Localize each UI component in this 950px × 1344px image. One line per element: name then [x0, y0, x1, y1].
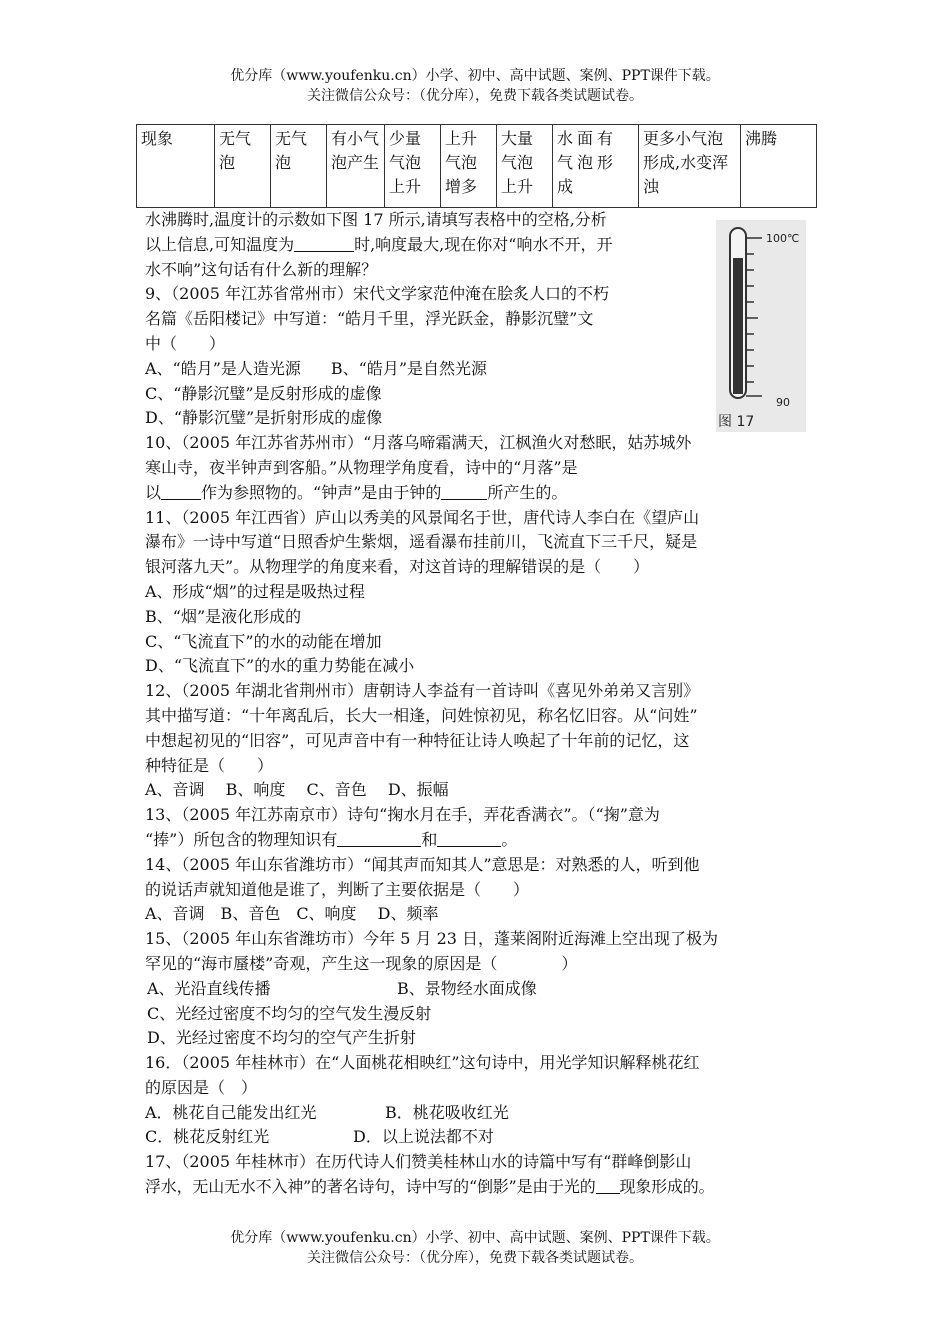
- q17-text: 现象形成的。: [619, 1177, 715, 1197]
- option-a: A、“皓月”是人造光源: [145, 358, 301, 378]
- q16-options: [145, 1125, 810, 1150]
- q17-line: 17、（2005 年桂林市）在历代诗人们赞美桂林山水的诗篇中写有“群峰倒影山: [145, 1152, 692, 1172]
- table-cell: 水面有气泡形成: [553, 125, 639, 208]
- option-c: C．桃花反射红光: [145, 1127, 270, 1147]
- answer-blank[interactable]: [441, 483, 487, 500]
- page-footer: [0, 1228, 950, 1268]
- q14-line: 14、（2005 年山东省潍坊市）“闻其声而知其人”意思是：对熟悉的人，听到他: [145, 854, 700, 874]
- table-cell: 上升气泡增多: [441, 125, 497, 208]
- answer-blank[interactable]: [294, 235, 354, 252]
- option-c: C、光经过密度不均匀的空气发生漫反射: [147, 1003, 432, 1023]
- q16-options: [145, 1101, 810, 1126]
- table-cell: 有小气泡产生: [327, 125, 385, 208]
- header-line-2: 关注微信公众号：（优分库），免费下载各类试题试卷。: [307, 88, 643, 104]
- answer-blank[interactable]: [161, 483, 201, 500]
- q9-line: 中（ ）: [145, 333, 226, 353]
- q12-options: A、音调 B、响度 C、音色 D、振幅: [145, 780, 449, 800]
- table-cell: 现象: [137, 125, 215, 208]
- option-a: A、光沿直线传播: [147, 978, 271, 998]
- q10-text: 作为参照物的。“钟声”是由于钟的: [201, 482, 442, 502]
- option-d: D、光经过密度不均匀的空气产生折射: [147, 1028, 416, 1048]
- q12-line: 种特征是（ ）: [145, 755, 274, 775]
- thermometer-bottom-label: 90: [776, 396, 790, 409]
- q16-line: 的原因是（ ）: [145, 1077, 258, 1097]
- answer-blank[interactable]: [437, 830, 501, 847]
- table-cell: 沸腾: [741, 125, 817, 208]
- q11-line: 银河落九天”。从物理学的角度来看，对这首诗的理解错误的是（ ）: [145, 557, 650, 577]
- q10-line: 寒山寺，夜半钟声到客船。”从物理学角度看，诗中的“月落”是: [145, 457, 578, 477]
- q11-line: 瀑布》一诗中写道“日照香炉生紫烟，遥看瀑布挂前川，飞流直下三千尺，疑是: [145, 532, 698, 552]
- footer-line-2: 关注微信公众号：（优分库），免费下载各类试题试卷。: [307, 1250, 643, 1266]
- option-a: A．桃花自己能发出红光: [145, 1102, 317, 1122]
- option-c: C、“飞流直下”的水的动能在增加: [145, 631, 382, 651]
- table-cell: 无气泡: [271, 125, 327, 208]
- q9-line: 名篇《岳阳楼记》中写道：“皓月千里，浮光跃金，静影沉璧”文: [145, 309, 594, 329]
- option-b: B．桃花吸收红光: [385, 1102, 509, 1122]
- thermometer-top-label: 100℃: [766, 232, 800, 245]
- table-cell: 无气泡: [215, 125, 271, 208]
- q8-line: [145, 233, 810, 258]
- q11-line: 11、（2005 年江西省）庐山以秀美的风景闻名于世，唐代诗人李白在《望庐山: [145, 507, 700, 527]
- footer-line-1: 优分库（www.youfenku.cn）小学、初中、高中试题、案例、PPT课件下载。: [230, 1230, 720, 1246]
- q15-line: 15、（2005 年山东省潍坊市）今年 5 月 23 日，蓬莱阁附近海滩上空出现了极为: [145, 929, 719, 949]
- q15-line: 罕见的“海市蜃楼”奇观，产生这一现象的原因是（ ）: [145, 953, 578, 973]
- q10-text: 以: [145, 482, 162, 502]
- option-b: B、景物经水面成像: [397, 978, 537, 998]
- q16-line: 16．（2005 年桂林市）在“人面桃花相映红”这句诗中，用光学知识解释桃花红: [145, 1053, 700, 1073]
- q15-options: [145, 977, 810, 1002]
- q14-options: A、音调 B、音色 C、响度 D、频率: [145, 904, 439, 924]
- answer-blank[interactable]: [596, 1177, 620, 1194]
- table-row: [137, 125, 817, 208]
- table-cell: 更多小气泡形成,水变浑浊: [639, 125, 741, 208]
- option-c: C、“静影沉璧”是反射形成的虚像: [145, 383, 382, 403]
- option-d: D、“飞流直下”的水的重力势能在减小: [145, 656, 415, 676]
- q8-text: 时,响度最大,现在你对“响水不开，开: [354, 234, 613, 254]
- q14-line: 的说话声就知道他是谁了，判断了主要依据是（ ）: [145, 879, 530, 899]
- q8-line: 水不响”这句话有什么新的理解？: [145, 259, 378, 279]
- figure-caption: 图 17: [718, 414, 755, 430]
- table-cell: 少量气泡上升: [385, 125, 441, 208]
- q9-line: 9、（2005 年江苏省常州市）宋代文学家范仲淹在脍炙人口的不朽: [145, 284, 609, 304]
- q13-text: 和: [421, 829, 438, 849]
- q10-text: 所产生的。: [487, 482, 568, 502]
- option-a: A、形成“烟”的过程是吸热过程: [145, 581, 365, 601]
- q10-line: [145, 481, 810, 506]
- option-b: B、“皓月”是自然光源: [330, 358, 488, 378]
- header-line-1: 优分库（www.youfenku.cn）小学、初中、高中试题、案例、PPT课件下载。: [230, 68, 720, 84]
- q17-line: [145, 1175, 810, 1200]
- option-b: B、“烟”是液化形成的: [145, 606, 302, 626]
- q8-line: 水沸腾时,温度计的示数如下图 17 所示,请填写表格中的空格,分析: [145, 210, 607, 229]
- q13-text: “捧”）所包含的物理知识有: [145, 829, 338, 849]
- q9-options: [145, 357, 810, 382]
- q13-line: 13、（2005 年江苏南京市）诗句“掬水月在手，弄花香满衣”。（“掬”意为: [145, 805, 660, 825]
- observation-table: [136, 124, 817, 208]
- table-cell: 大量气泡上升: [497, 125, 553, 208]
- q12-line: 12、（2005 年湖北省荆州市）唐朝诗人李益有一首诗叫《喜见外弟弟又言别》: [145, 681, 700, 701]
- q12-line: 中想起初见的“旧容”，可见声音中有一种特征让诗人唤起了十年前的记忆，这: [145, 730, 690, 750]
- q8-text: 以上信息,可知温度为: [145, 234, 295, 254]
- answer-blank[interactable]: [337, 830, 421, 847]
- q10-line: 10、（2005 年江苏省苏州市）“月落乌啼霜满天，江枫渔火对愁眠，姑苏城外: [145, 433, 692, 453]
- q12-line: 其中描写道：“十年离乱后，长大一相逢，问姓惊初见，称名忆旧容。从“问姓”: [145, 705, 698, 725]
- option-d: D、“静影沉璧”是折射形成的虚像: [145, 408, 383, 428]
- q13-line: [145, 828, 810, 853]
- q13-text: 。: [501, 829, 518, 849]
- page-header: [0, 66, 950, 106]
- q17-text: 浮水，无山无水不入神”的著名诗句，诗中写的“倒影”是由于光的: [145, 1177, 596, 1197]
- question-content: [145, 208, 810, 1200]
- option-d: D．以上说法都不对: [353, 1127, 494, 1147]
